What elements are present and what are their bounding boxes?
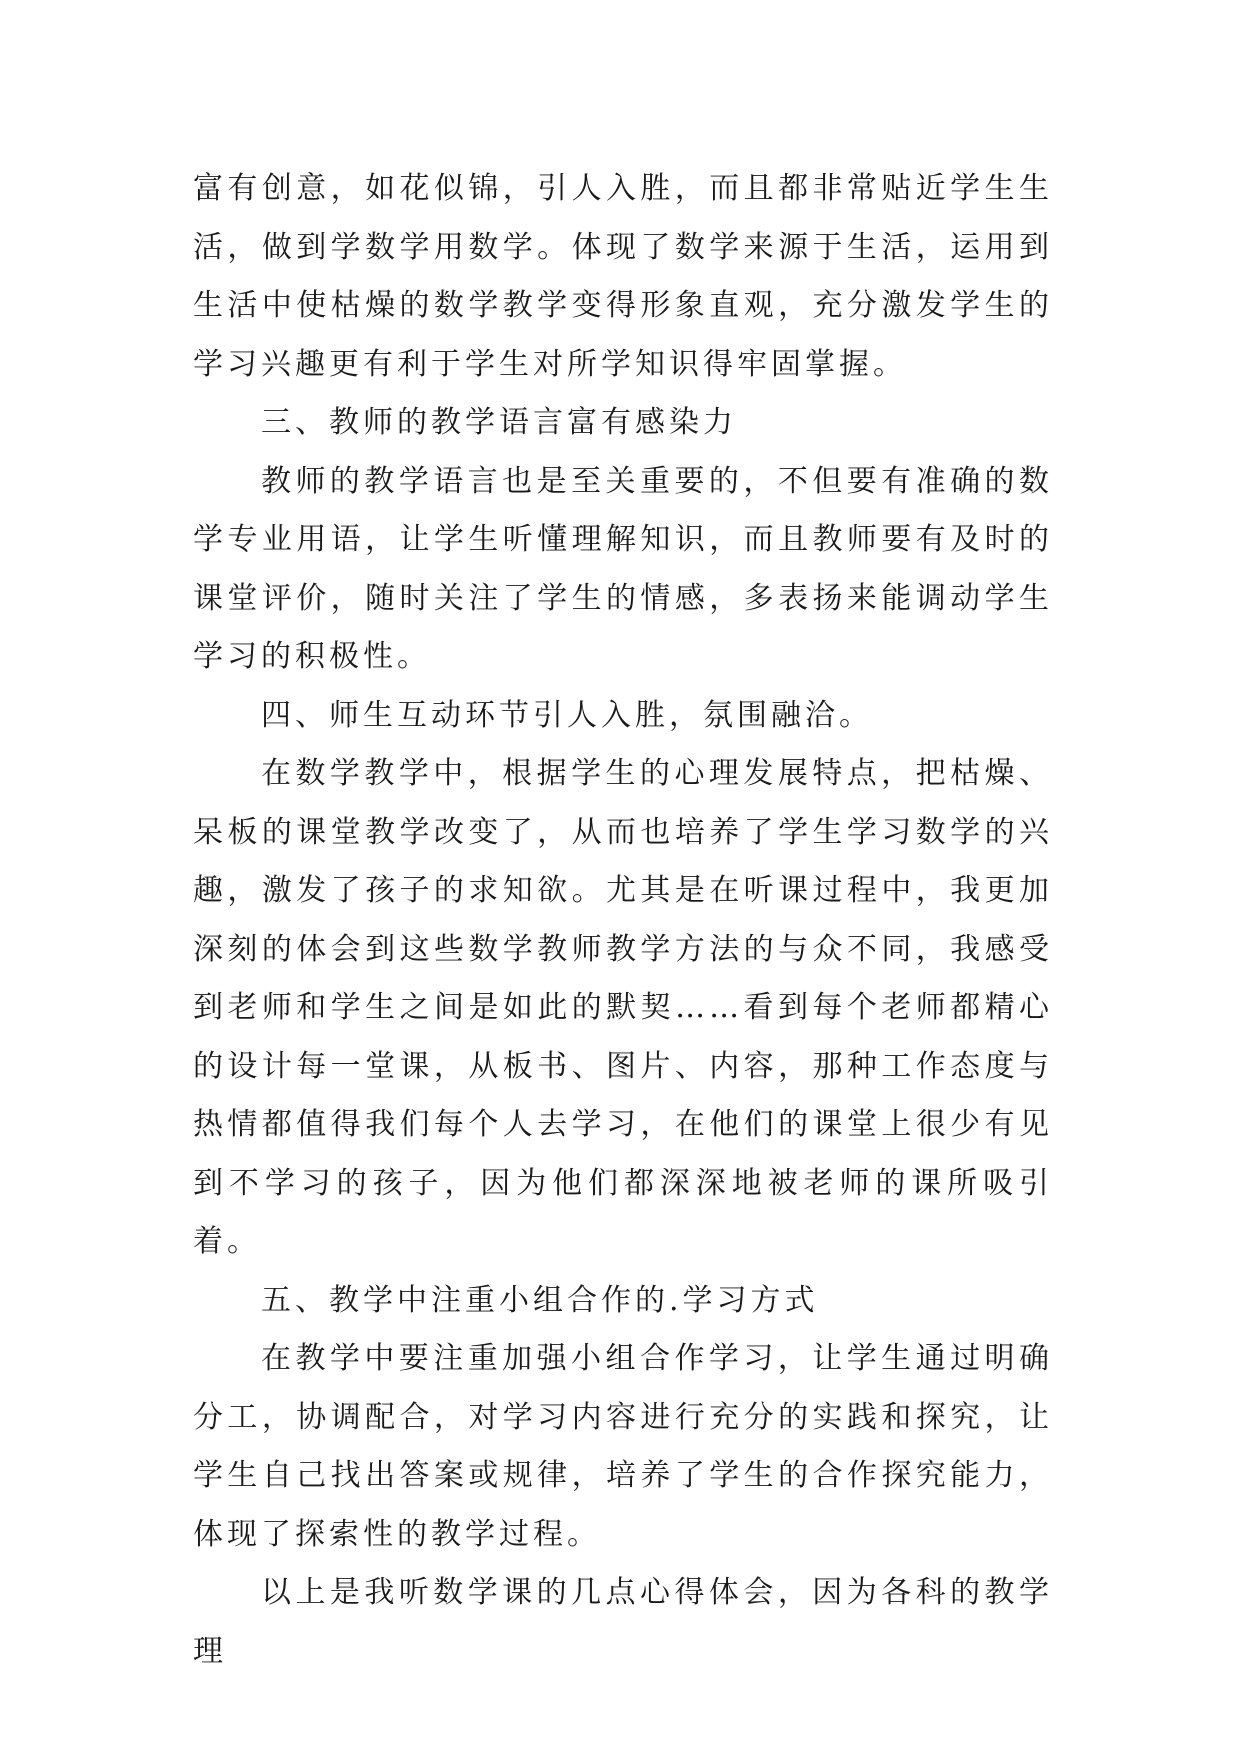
- section-heading-4: 四、师生互动环节引人入胜，氛围融洽。: [261, 697, 873, 733]
- section-heading-3: 三、教师的教学语言富有感染力: [261, 405, 737, 440]
- section-heading-5: 五、教学中注重小组合作的.学习方式: [261, 1282, 819, 1318]
- paragraph-intro-continuation: 富有创意，如花似锦，引人入胜，而且都非常贴近学生生活，做到学数学用数学。体现了数学来源于生活，运用到生活中使枯燥的数学教学变得形象直观，充分激发学生的学习兴趣更有利于学生对所学知识得牢固掌握。: [193, 171, 1053, 382]
- document-body: [193, 160, 1053, 1681]
- paragraph-conclusion: 以上是我听数学课的几点心得体会，因为各科的教学理: [193, 1575, 1053, 1669]
- paragraph-interaction: 在数学教学中，根据学生的心理发展特点，把枯燥、呆板的课堂教学改变了，从而也培养了学生学习数学的兴趣，激发了孩子的求知欲。尤其是在听课过程中，我更加深刻的体会到这些数学教师教学方法的与众不同，我感受到老师和学生之间是如此的默契……看到每个老师都精心的设计每一堂课，从板书、图片、内容，那种工作态度与热情都值得我们每个人去学习，在他们的课堂上很少有见到不学习的孩子，因为他们都深深地被老师的课所吸引着。: [193, 756, 1053, 1259]
- paragraph-teaching-language: 教师的教学语言也是至关重要的，不但要有准确的数学专业用语，让学生听懂理解知识，而且教师要有及时的课堂评价，随时关注了学生的情感，多表扬来能调动学生学习的积极性。: [193, 463, 1053, 674]
- paragraph-group-cooperation: 在教学中要注重加强小组合作学习，让学生通过明确分工，协调配合，对学习内容进行充分的实践和探究，让学生自己找出答案或规律，培养了学生的合作探究能力，体现了探索性的教学过程。: [193, 1341, 1053, 1552]
